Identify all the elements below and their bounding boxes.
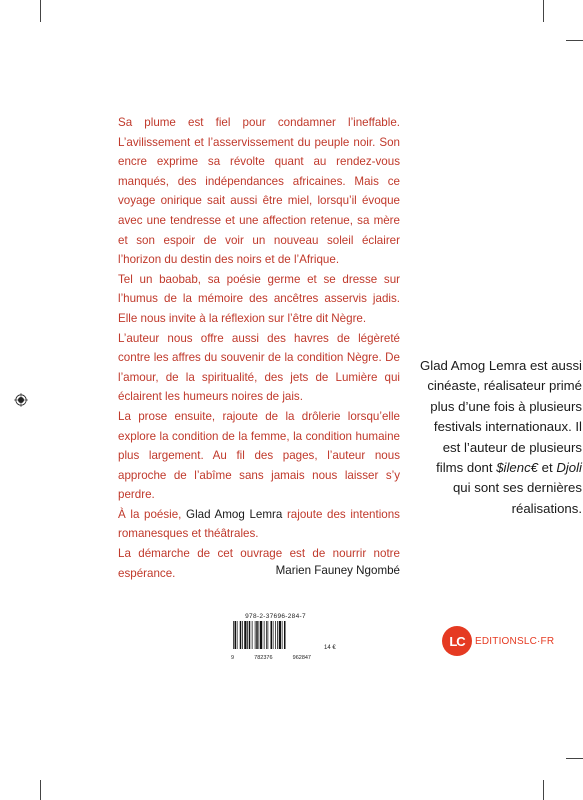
barcode-bar — [277, 621, 278, 649]
barcode-bar — [244, 621, 246, 649]
author-bio — [420, 356, 582, 519]
film-title-1: $ilenc€ — [496, 460, 539, 476]
crop-mark-right-top — [566, 40, 583, 41]
crop-mark-top-right — [543, 0, 544, 22]
barcode-bar — [256, 621, 258, 649]
crop-mark-right-bottom — [566, 758, 583, 759]
bio-text-after: qui sont ses dernières réalisations. — [452, 480, 582, 516]
publisher-logo — [442, 626, 554, 656]
blurb-paragraph-4: La prose ensuite, rajoute de la drôlerie lorsqu’elle explore la condition de la femme, la condition humaine plus largement. Au fil des pages, l’auteur nous approche de l’abîme sans jamais nous laisser s’y perdre. — [118, 409, 400, 502]
barcode-digits-right: 962847 — [292, 655, 311, 661]
barcode-bar — [240, 621, 242, 649]
barcode-bar — [273, 621, 274, 649]
price-label: 14 € — [324, 645, 336, 651]
film-title-2: Djoli — [556, 460, 582, 476]
blurb-paragraph-5-prefix: À la poésie, — [118, 507, 187, 521]
barcode-bar — [249, 621, 251, 649]
barcode-graphic — [231, 621, 311, 649]
bio-joiner: et — [538, 460, 557, 476]
registration-mark-icon — [14, 393, 28, 407]
blurb-paragraph-5-suffix: rajoute des intentions romanesques et théâtrales. — [118, 507, 400, 541]
crop-mark-bottom-right — [543, 780, 544, 800]
barcode-digits — [231, 655, 311, 661]
crop-mark-bottom-left — [40, 780, 41, 800]
blurb-paragraph-1: Sa plume est fiel pour condamner l’ineffable. L’avilissement et l’asservissement du peuple noir. Son encre exprime sa révolte quant au rendez-vous manqués, des indépendances africaines. Mais ce voyage onirique sait aussi être miel, lorsqu’il évoque avec une tendresse et une affection retenue, sa mère et son espoir de voir un nouveau soleil éclairer l’horizon du destin des noirs et de l’Afrique. — [118, 116, 400, 267]
barcode-digit-lead: 9 — [231, 655, 235, 661]
barcode-bar — [264, 621, 265, 649]
blurb-paragraph-6: La démarche de cet ouvrage est de nourrir notre espérance. — [118, 547, 400, 580]
back-cover-blurb — [118, 113, 400, 583]
barcode-bar — [271, 621, 273, 649]
barcode-bar — [255, 621, 256, 649]
blurb-paragraph-2: Tel un baobab, sa poésie germe et se dresse sur l’humus de la mémoire des ancêtres asservis jadis. Elle nous invite à la réflexion sur l’être dit Nègre. — [118, 272, 400, 325]
author-name: Glad Amog Lemra — [186, 507, 283, 521]
barcode-bar — [275, 621, 276, 649]
isbn-barcode-block — [231, 613, 320, 661]
barcode-bar — [284, 621, 286, 649]
barcode-bar — [266, 621, 267, 649]
blurb-paragraph-5 — [118, 505, 400, 544]
crop-mark-top-left — [40, 0, 41, 22]
barcode-bar — [247, 621, 248, 649]
barcode-bar — [235, 621, 237, 649]
publisher-logo-mark: LC — [442, 626, 472, 656]
barcode-bar — [282, 621, 283, 649]
barcode-bar — [252, 621, 253, 649]
blurb-signature: Marien Fauney Ngombé — [275, 564, 400, 577]
barcode-bar — [268, 621, 269, 649]
barcode-bar — [242, 621, 243, 649]
barcode-digits-left: 782376 — [254, 655, 273, 661]
isbn-number: 978-2-37696-284-7 — [245, 613, 306, 620]
barcode-bar — [279, 621, 281, 649]
barcode-bar — [233, 621, 234, 649]
publisher-logo-text: EDITIONSLC·FR — [475, 635, 555, 647]
barcode-bar — [259, 621, 260, 649]
blurb-paragraph-3: L’auteur nous offre aussi des havres de légèreté contre les affres du souvenir de la condition Nègre. De l’amour, de la spiritualité, des jets de Lumière qui éclairent les humeurs noires de jais. — [118, 331, 400, 404]
bio-text-before: Glad Amog Lemra est aussi cinéaste, réalisateur primé plus d’une fois à plusieurs festivals internationaux. Il est l’auteur de plusieurs films dont — [420, 358, 582, 476]
barcode-bar — [237, 621, 238, 649]
barcode-bar — [260, 621, 262, 649]
